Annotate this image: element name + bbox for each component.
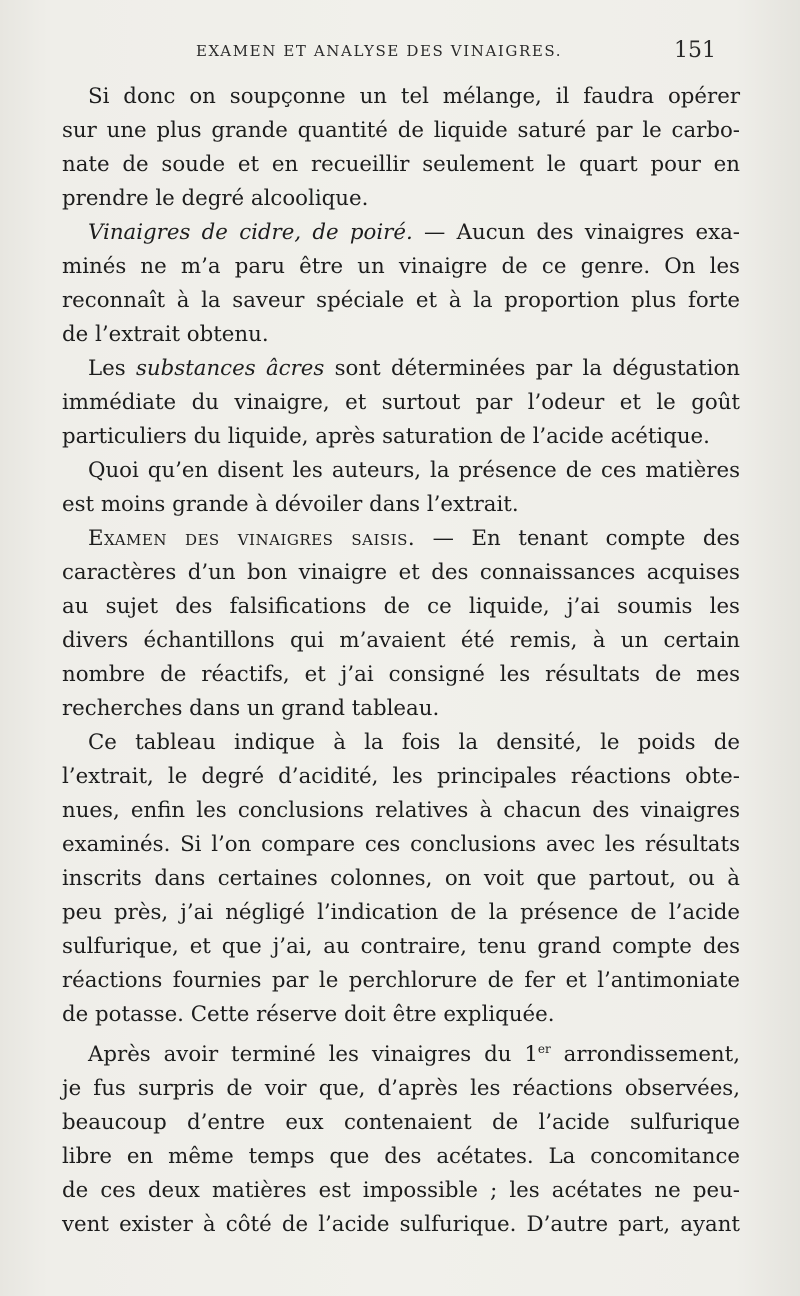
paragraph-6 [62, 726, 740, 1032]
text-line: caractères d’un bon vinaigre et des connaissances acquises [62, 560, 740, 585]
paragraph-7 [62, 1038, 740, 1242]
text-line: beaucoup d’entre eux contenaient de l’acide sulfurique [62, 1110, 740, 1135]
text-line: Si donc on soupçonne un tel mélange, il faudra opérer [88, 84, 740, 109]
text-line: l’extrait, le degré d’acidité, les principales réactions obte- [62, 764, 740, 789]
text-line: vent exister à côté de l’acide sulfurique. D’autre part, ayant [62, 1212, 740, 1237]
text-line: particuliers du liquide, après saturation de l’acide acétique. [62, 424, 710, 449]
text-run: — Aucun des vinaigres exa- [412, 220, 741, 245]
text-line: prendre le degré alcoolique. [62, 186, 369, 211]
text-line [62, 1038, 740, 1072]
paragraph-3 [62, 352, 740, 454]
text-line: sur une plus grande quantité de liquide saturé par le carbo- [62, 118, 740, 143]
text-line: peu près, j’ai négligé l’indication de la présence de l’acide [62, 900, 740, 925]
body-text [62, 80, 740, 1242]
text-line: Ce tableau indique à la fois la densité, le poids de [88, 730, 740, 755]
text-run: Les [88, 356, 136, 381]
text-line [62, 216, 740, 250]
running-head: EXAMEN ET ANALYSE DES VINAIGRES. [196, 42, 563, 60]
text-line [62, 352, 740, 386]
italic-heading: Vinaigres de cidre, de poiré. [88, 220, 413, 245]
smallcaps-heading: Examen des vinaigres saisis. [88, 526, 416, 551]
text-run: Après avoir terminé les vinaigres du 1 [88, 1042, 538, 1067]
paragraph-5 [62, 522, 740, 726]
text-line: recherches dans un grand tableau. [62, 696, 440, 721]
text-line: de potasse. Cette réserve doit être expliquée. [62, 1002, 555, 1027]
text-line: divers échantillons qui m’avaient été remis, à un certain [62, 628, 740, 653]
page-header [0, 38, 800, 72]
text-line: au sujet des falsifications de ce liquide, j’ai soumis les [62, 594, 740, 619]
text-line: nate de soude et en recueillir seulement le quart pour en [62, 152, 740, 177]
page-number: 151 [674, 38, 716, 63]
text-line: nues, enfin les conclusions relatives à chacun des vinaigres [62, 798, 740, 823]
paragraph-1 [62, 80, 740, 216]
text-line: sulfurique, et que j’ai, au contraire, tenu grand compte des [62, 934, 740, 959]
text-line: libre en même temps que des acétates. La concomitance [62, 1144, 740, 1169]
text-line: minés ne m’a paru être un vinaigre de ce genre. On les [62, 254, 740, 279]
text-line: est moins grande à dévoiler dans l’extrait. [62, 492, 519, 517]
text-line: de l’extrait obtenu. [62, 322, 269, 347]
text-line: nombre de réactifs, et j’ai consigné les résultats de mes [62, 662, 740, 687]
text-run: — En tenant compte des [415, 526, 740, 551]
text-line: reconnaît à la saveur spéciale et à la proportion plus forte [62, 288, 740, 313]
paragraph-2 [62, 216, 740, 352]
text-line: de ces deux matières est impossible ; les acétates ne peu- [62, 1178, 740, 1203]
text-line: immédiate du vinaigre, et surtout par l’odeur et le goût [62, 390, 740, 415]
italic-term: substances âcres [136, 356, 325, 381]
text-line [62, 522, 740, 556]
text-line: inscrits dans certaines colonnes, on voit que partout, ou à [62, 866, 740, 891]
superscript: er [537, 1041, 551, 1056]
paragraph-4 [62, 454, 740, 522]
text-run: arrondissement, [550, 1042, 740, 1067]
text-run: sont déterminées par la dégustation [324, 356, 741, 381]
text-line: examinés. Si l’on compare ces conclusions avec les résultats [62, 832, 740, 857]
text-line: je fus surpris de voir que, d’après les réactions observées, [62, 1076, 740, 1101]
text-line: réactions fournies par le perchlorure de fer et l’antimoniate [62, 968, 740, 993]
text-line: Quoi qu’en disent les auteurs, la présence de ces matières [88, 458, 740, 483]
